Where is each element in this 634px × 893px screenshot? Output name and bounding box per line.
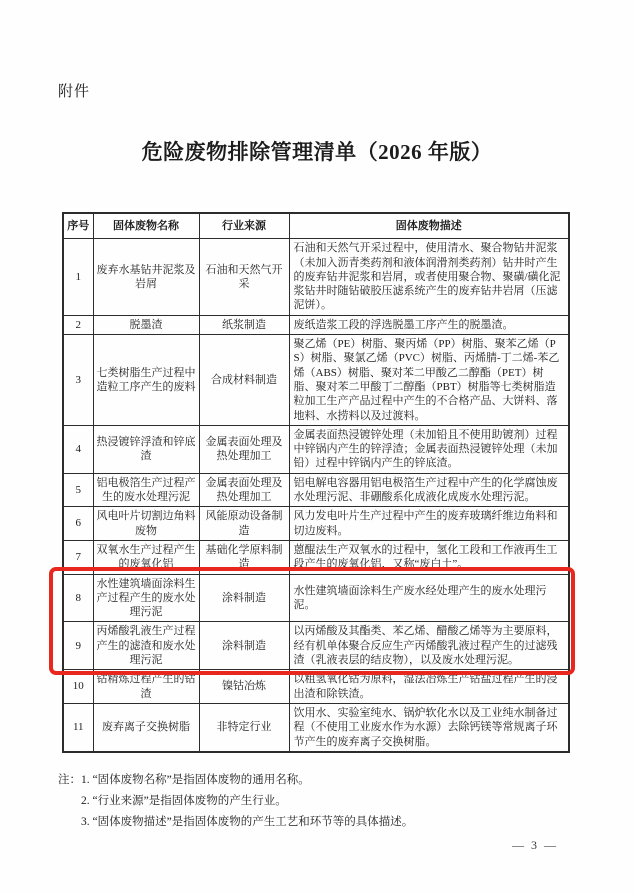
table-row xyxy=(63,425,569,473)
row-number-cell: 11 xyxy=(63,703,93,751)
industry-source-cell: 风能原动设备制造 xyxy=(199,507,289,541)
row-number-cell: 6 xyxy=(63,507,93,541)
row-number-cell: 9 xyxy=(63,622,93,670)
table-container xyxy=(62,212,568,753)
waste-name-cell: 七类树脂生产过程中造粒工序产生的废料 xyxy=(93,335,199,426)
waste-name-cell: 热浸镀锌浮渣和锌底渣 xyxy=(93,425,199,473)
waste-table xyxy=(62,212,570,753)
row-number-cell: 2 xyxy=(63,315,93,334)
row-number-cell: 4 xyxy=(63,425,93,473)
waste-description-cell: 聚乙烯（PE）树脂、聚丙烯（PP）树脂、聚苯乙烯（PS）树脂、聚氯乙烯（PVC）树脂、丙烯腈-丁二烯-苯乙烯（ABS）树脂、聚对苯二甲酸乙二醇酯（PET）树脂、聚对苯二甲酸丁二醇酯（PBT）树脂等七类树脂造粒加工生产产品过程中产生的不合格产品、大饼料、落地料、水捞料以及过渡料。 xyxy=(289,335,569,426)
notes-block xyxy=(58,770,578,833)
table-row xyxy=(63,622,569,670)
waste-name-cell: 脱墨渣 xyxy=(93,315,199,334)
row-number-cell: 3 xyxy=(63,335,93,426)
waste-name-cell: 双氧水生产过程产生的废氧化铝 xyxy=(93,540,199,574)
table-row xyxy=(63,315,569,334)
table-row xyxy=(63,335,569,426)
row-number-cell: 1 xyxy=(63,239,93,315)
note-item: 3. “固体废物描述”是指固体废物的产生工艺和环节等的具体描述。 xyxy=(81,815,414,828)
table-row xyxy=(63,574,569,622)
waste-description-cell: 风力发电叶片生产过程中产生的废弃玻璃纤维边角料和切边废料。 xyxy=(289,507,569,541)
waste-name-cell: 钴精炼过程产生的钴渣 xyxy=(93,670,199,704)
row-number-cell: 5 xyxy=(63,473,93,507)
column-header-industry-source: 行业来源 xyxy=(199,213,289,239)
column-header-waste-name: 固体废物名称 xyxy=(93,213,199,239)
table-row xyxy=(63,703,569,751)
column-header-waste-description: 固体废物描述 xyxy=(289,213,569,239)
waste-name-cell: 废弃水基钻井泥浆及岩屑 xyxy=(93,239,199,315)
table-row xyxy=(63,507,569,541)
notes-label: 注： xyxy=(58,774,81,786)
waste-name-cell: 风电叶片切割边角料废物 xyxy=(93,507,199,541)
table-header-row xyxy=(63,213,569,239)
industry-source-cell: 石油和天然气开采 xyxy=(199,239,289,315)
waste-description-cell: 以粗氢氧化钴为原料，湿法冶炼生产钴盐过程产生的浸出渣和除铁渣。 xyxy=(289,670,569,704)
waste-description-cell: 铝电解电容器用铝电极箔生产过程中产生的化学腐蚀废水处理污泥、非硼酸系化成液化成废水处理污泥。 xyxy=(289,473,569,507)
industry-source-cell: 涂料制造 xyxy=(199,622,289,670)
note-item: 2. “行业来源”是指固体废物的产生行业。 xyxy=(81,794,287,807)
page-number: — 3 — xyxy=(512,838,558,852)
waste-name-cell: 丙烯酸乳液生产过程产生的滤渣和废水处理污泥 xyxy=(93,622,199,670)
column-header-seq: 序号 xyxy=(63,213,93,239)
industry-source-cell: 涂料制造 xyxy=(199,574,289,622)
waste-name-cell: 铝电极箔生产过程产生的废水处理污泥 xyxy=(93,473,199,507)
table-row xyxy=(63,540,569,574)
industry-source-cell: 基础化学原料制造 xyxy=(199,540,289,574)
waste-description-cell: 以丙烯酸及其酯类、苯乙烯、醋酸乙烯等为主要原料，经有机单体聚合反应生产丙烯酸乳液过程产生的过滤残渣（乳液表层的结皮物），以及废水处理污泥。 xyxy=(289,622,569,670)
table-row xyxy=(63,473,569,507)
industry-source-cell: 纸浆制造 xyxy=(199,315,289,334)
waste-description-cell: 蒽醌法生产双氧水的过程中，氢化工段和工作液再生工段产生的废氧化铝，又称“废白土”。 xyxy=(289,540,569,574)
row-number-cell: 7 xyxy=(63,540,93,574)
industry-source-cell: 镍钴冶炼 xyxy=(199,670,289,704)
waste-name-cell: 水性建筑墙面涂料生产过程产生的废水处理污泥 xyxy=(93,574,199,622)
waste-description-cell: 石油和天然气开采过程中，使用清水、聚合物钻井泥浆（未加入沥青类药剂和液体润滑剂类药剂）钻井时产生的废弃钻井泥浆和岩屑，或者使用聚合物、聚磺/磺化泥浆钻井时随钻破胶压滤系统产生的废弃钻井岩屑（压滤泥饼）。 xyxy=(289,239,569,315)
waste-description-cell: 废纸造浆工段的浮选脱墨工序产生的脱墨渣。 xyxy=(289,315,569,334)
waste-name-cell: 废弃离子交换树脂 xyxy=(93,703,199,751)
table-row xyxy=(63,239,569,315)
page-title: 危险废物排除管理清单（2026 年版） xyxy=(141,140,493,164)
attachment-label: 附件 xyxy=(58,84,91,100)
industry-source-cell: 合成材料制造 xyxy=(199,335,289,426)
waste-description-cell: 水性建筑墙面涂料生产废水经处理产生的废水处理污泥。 xyxy=(289,574,569,622)
waste-table-body xyxy=(63,239,569,752)
waste-description-cell: 饮用水、实验室纯水、锅炉软化水以及工业纯水制备过程（不使用工业废水作为水源）去除钙镁等常规离子环节产生的废弃离子交换树脂。 xyxy=(289,703,569,751)
industry-source-cell: 金属表面处理及热处理加工 xyxy=(199,425,289,473)
table-row xyxy=(63,670,569,704)
industry-source-cell: 金属表面处理及热处理加工 xyxy=(199,473,289,507)
industry-source-cell: 非特定行业 xyxy=(199,703,289,751)
row-number-cell: 8 xyxy=(63,574,93,622)
waste-description-cell: 金属表面热浸镀锌处理（未加铅且不使用助镀剂）过程中锌锅内产生的锌浮渣；金属表面热浸镀锌处理（未加铅）过程中锌锅内产生的锌底渣。 xyxy=(289,425,569,473)
row-number-cell: 10 xyxy=(63,670,93,704)
note-item: 1. “固体废物名称”是指固体废物的通用名称。 xyxy=(81,774,310,786)
